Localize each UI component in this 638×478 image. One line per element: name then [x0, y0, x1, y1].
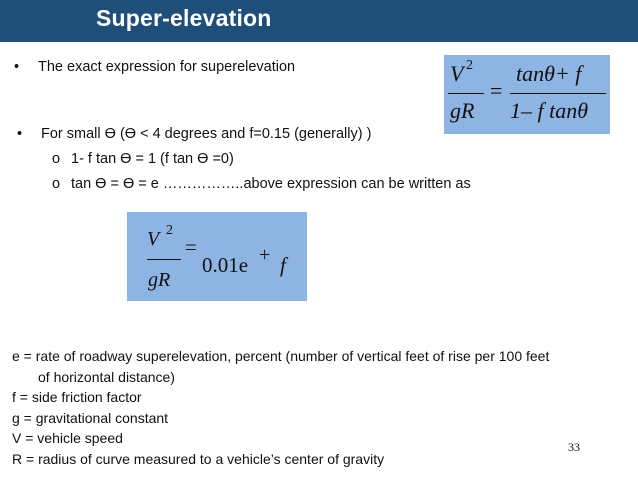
formula-rhs-term: 0.01e — [202, 253, 249, 277]
formula-plus: + — [259, 244, 271, 266]
variable-definitions — [12, 346, 549, 469]
title-bar — [0, 0, 638, 42]
definition-g: g = gravitational constant — [12, 409, 169, 426]
formula-lhs-exponent: 2 — [166, 223, 173, 238]
formula-lhs-numerator: V — [450, 61, 464, 86]
formula-lhs-exponent: 2 — [466, 58, 473, 73]
formula-rhs-denominator: 1– f tanθ — [510, 98, 589, 123]
formula-rhs-numerator: tanθ+ f — [516, 61, 582, 86]
definition-e: e = rate of roadway superelevation, percent (number of vertical feet of rise per 100 feet — [12, 348, 550, 364]
sub-bullet-marker: o — [52, 176, 61, 192]
formula-lhs-numerator: V — [147, 228, 160, 250]
simplified-formula-box — [127, 212, 307, 301]
definition-e-continued: of horizontal distance) — [38, 368, 175, 385]
bullet-text: For small Ɵ (Ɵ < 4 degrees and f=0.15 (generally) ) — [41, 126, 372, 142]
sub-bullet-text: 1- f tan Ɵ = 1 (f tan Ɵ =0) — [71, 151, 234, 167]
formula-lhs-denominator: gR — [450, 98, 475, 123]
formula-lhs-fraction-bar — [147, 259, 181, 260]
formula-equals: = — [490, 78, 503, 103]
definition-f: f = side friction factor — [12, 389, 142, 405]
formula-lhs-fraction-bar — [448, 93, 484, 94]
bullet-marker: • — [14, 59, 20, 75]
definition-r: R = radius of curve measured to a vehicle’s center of gravity — [12, 450, 385, 467]
exact-formula-box — [444, 55, 610, 134]
bullet-marker: • — [17, 126, 23, 142]
formula-lhs-denominator: gR — [148, 269, 171, 291]
bullet-text: The exact expression for superelevation — [38, 59, 296, 75]
sub-bullet-marker: o — [52, 151, 61, 167]
page-number: 33 — [568, 440, 580, 454]
formula-equals: = — [185, 235, 197, 259]
slide-title: Super-elevation — [96, 5, 272, 31]
formula-friction-f: f — [280, 253, 286, 277]
sub-bullet-text: tan Ɵ = Ɵ = e ……………..above expression can be written as — [71, 176, 471, 192]
formula-rhs-fraction-bar — [510, 93, 606, 94]
definition-v: V = vehicle speed — [12, 430, 123, 446]
